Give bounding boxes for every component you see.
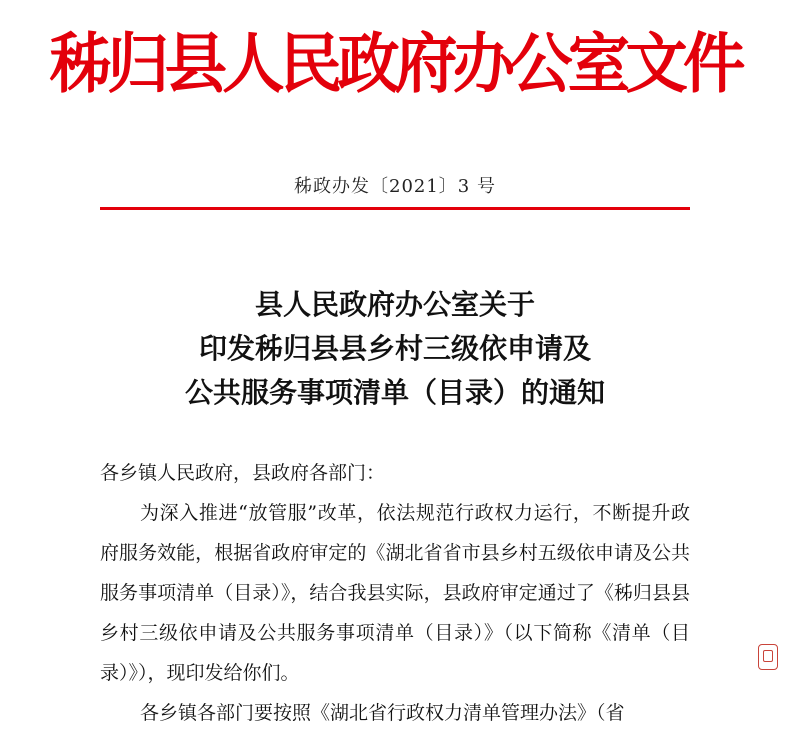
document-body — [100, 453, 690, 733]
notice-title-line-2: 印发秭归县县乡村三级依申请及 — [198, 332, 591, 365]
seal-stamp-icon — [758, 644, 778, 670]
body-paragraph-2: 各乡镇各部门要按照《湖北省行政权力清单管理办法》（省 — [140, 702, 625, 724]
notice-title-line-1: 县人民政府办公室关于 — [254, 288, 535, 321]
document-header-title: 秭归县人民政府办公室文件 — [49, 26, 741, 102]
salutation: 各乡镇人民政府，县政府各部门： — [100, 462, 386, 484]
header-divider — [100, 207, 690, 210]
notice-title — [0, 283, 790, 415]
notice-title-line-3: 公共服务事项清单（目录）的通知 — [184, 376, 605, 409]
body-paragraph-1: 为深入推进“放管服”改革，依法规范行政权力运行，不断提升政府服务效能，根据省政府审定的《湖北省省市县乡村五级依申请及公共服务事项清单（目录）》，结合我县实际，县政府审定通过了《秭归县县乡村三级依申请及公共服务事项清单（目录）》（以下简称《清单（目录）》），现印发给你们。 — [100, 502, 690, 684]
document-number: 秭政办发〔2021〕3 号 — [294, 176, 496, 197]
